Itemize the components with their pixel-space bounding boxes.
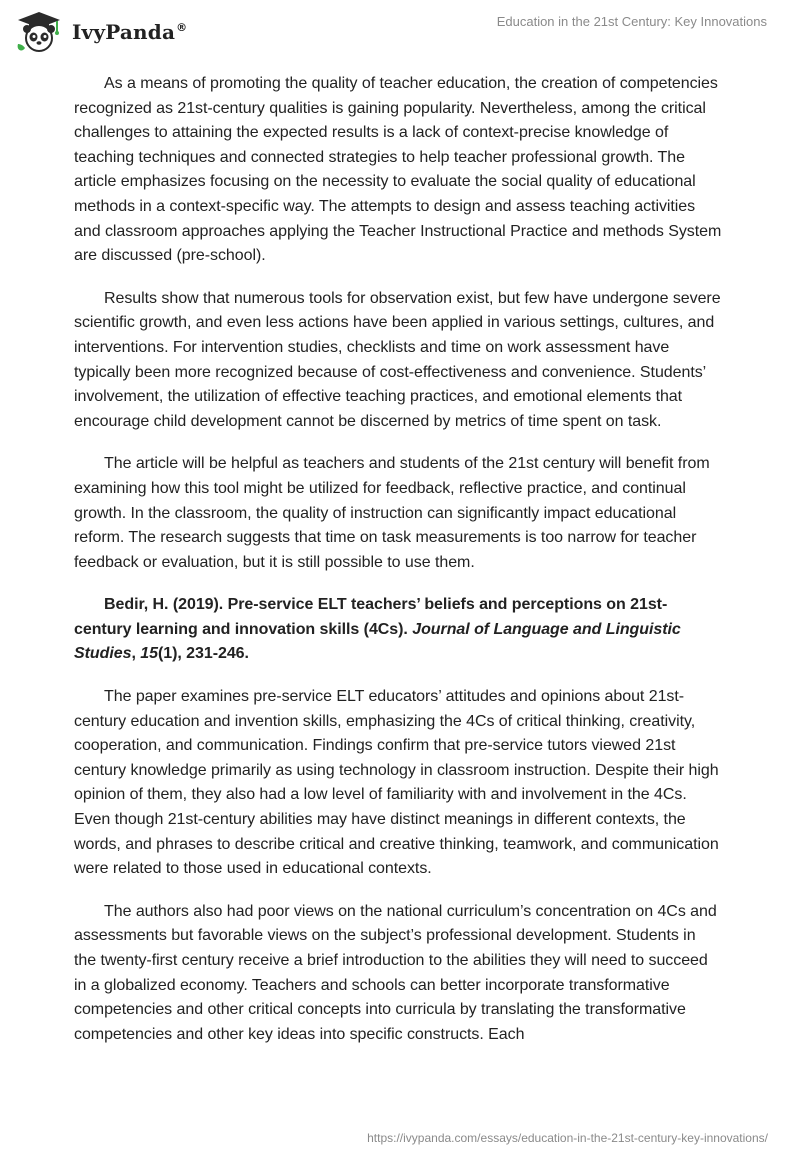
paragraph: As a means of promoting the quality of teacher education, the creation of competencies recognized as 21st-century qualities is gaining popularity. Nevertheless, among the critical challenges to attaining the expected results is a lack of context-precise knowledge of teaching techniques and connected strategies to help teacher professional growth. The article emphasizes focusing on the necessity to evaluate the social quality of educational methods in a context-specific way. The attempts to design and assess teaching activities and classroom approaches applying the Teacher Instructional Practice and methods System are discussed (pre-school). [74, 75, 722, 265]
reference-authors-title: Bedir, H. (2019). Pre-service ELT teachers’ beliefs and perceptions on 21st-century learning and innovation skills (4Cs). [74, 596, 668, 638]
document-title: Education in the 21st Century: Key Innovations [496, 14, 767, 29]
paragraph: The article will be helpful as teachers and students of the 21st century will benefit from examining how this tool might be utilized for feedback, reflective practice, and continual growth. In the classroom, the quality of instruction can significantly impact educational reform. The research suggests that time on task measurements is too narrow for teacher feedback or evaluation, but it is still possible to use them. [74, 455, 710, 571]
paragraph: Results show that numerous tools for observation exist, but few have undergone severe scientific growth, and even less actions have been applied in various settings, cultures, and interventions. For intervention studies, checklists and time on work assessment have typically been more recognized because of cost-effectiveness and convenience. Students’ involvement, the utilization of effective teaching practices, and emotional elements that encourage child development cannot be discerned by metrics of time spent on task. [74, 289, 721, 430]
reference-entry [74, 593, 722, 667]
logo-wordmark [72, 20, 187, 44]
reference-comma: , [131, 645, 136, 663]
ivypanda-logo[interactable] [14, 10, 187, 54]
registered-mark: ® [176, 21, 188, 35]
reference-issue-pages: (1), 231-246. [157, 645, 249, 663]
logo-brand: IvyPanda [72, 20, 176, 44]
source-url[interactable]: https://ivypanda.com/essays/education-in-the-21st-century-key-innovations/ [367, 1131, 768, 1145]
reference-volume: 15 [140, 645, 158, 663]
panda-graduation-cap-icon [14, 10, 64, 54]
paragraph: The paper examines pre-service ELT educators’ attitudes and opinions about 21st-century education and invention skills, emphasizing the 4Cs of critical thinking, creativity, cooperation, and communication. Findings confirm that pre-service tutors viewed 21st century knowledge primarily as using technology in classroom instruction. Despite their high opinion of them, they also had a low level of familiarity with and involvement in the 4Cs. Even though 21st-century abilities may have distinct meanings in different contexts, the words, and phrases to describe critical and creative thinking, teamwork, and communication were related to those used in educational contexts. [74, 688, 719, 878]
reference-journal: Journal of Language and Linguistic Studies [74, 620, 681, 663]
essay-body [74, 72, 722, 1065]
page-header [0, 0, 800, 60]
paragraph: The authors also had poor views on the national curriculum’s concentration on 4Cs and assessments but favorable views on the subject’s professional development. Students in the twenty-first century receive a brief introduction to the abilities they will need to succeed in a globalized economy. Teachers and schools can better incorporate transformative competencies and other critical concepts into curricula by translating the transformative competencies and other key ideas into specific constructs. Each [74, 902, 717, 1043]
